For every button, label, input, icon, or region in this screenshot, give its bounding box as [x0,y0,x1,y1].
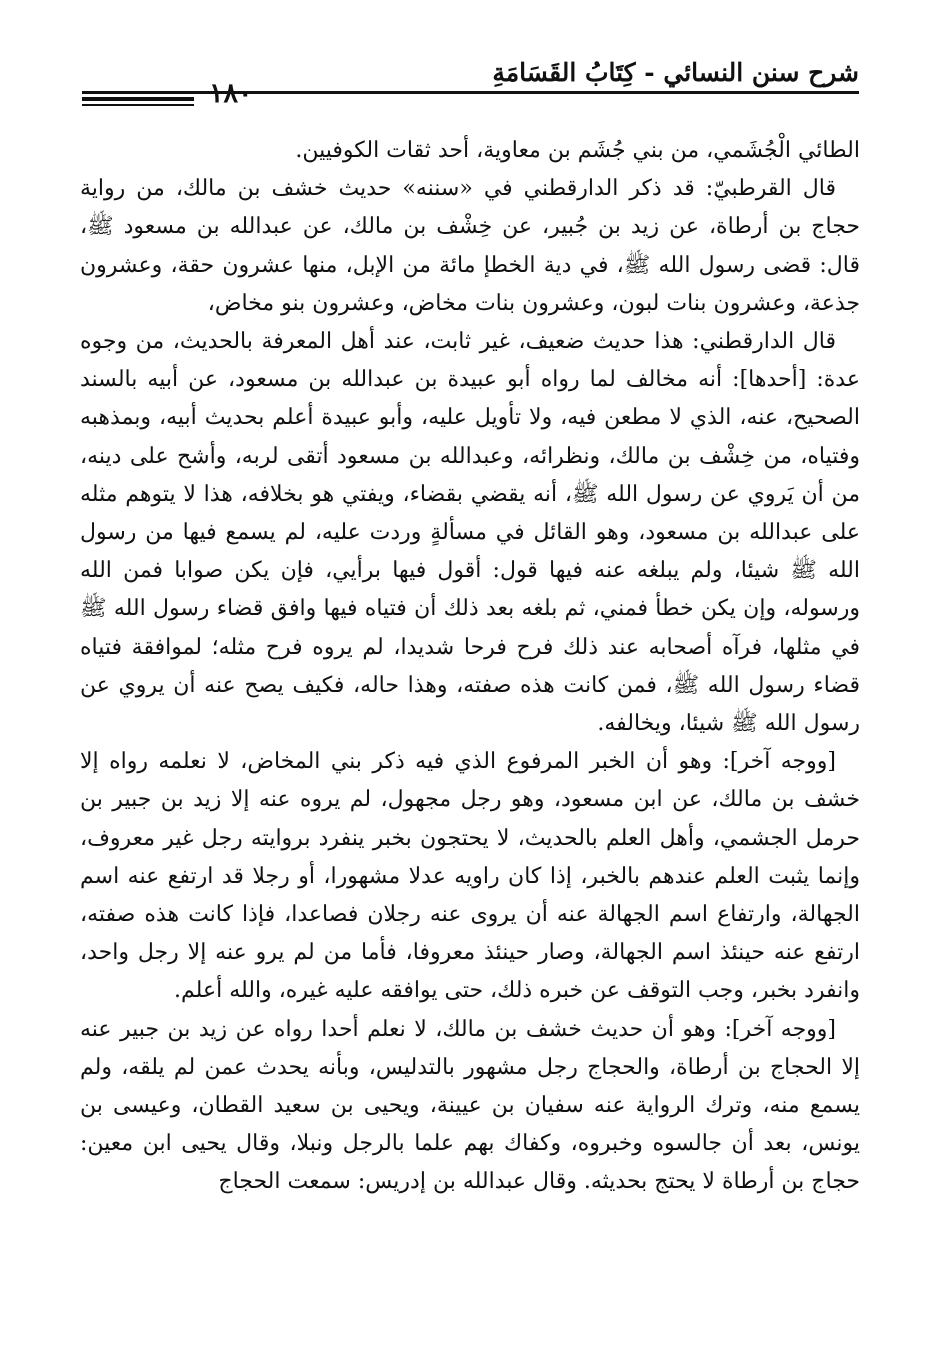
running-title: شرح سنن النسائي - كِتَابُ القَسَامَةِ [492,58,859,87]
page-number-rule-thin [82,104,194,106]
paragraph-daraqutni: قال الدارقطني: هذا حديث ضعيف، غير ثابت، عند أهل المعرفة بالحديث، من وجوه عدة: [أحدها]: أنه مخالف لما رواه أبو عبيدة بن عبدالله بن مسعود، عن أبيه بالسند الصحيح، عنه، الذي لا مطعن فيه، ولا تأويل عليه، وأبو عبيدة أعلم بحديث أبيه، وبمذهبه وفتياه، من خِشْف بن مالك، ونظرائه، وعبدالله بن مسعود أتقى لربه، وأشح على دينه، من أن يَروي عن رسول الله ﷺ، أنه يقضي بقضاء، ويفتي هو بخلافه، هذا لا يتوهم مثله على عبدالله بن مسعود، وهو القائل في مسألةٍ وردت عليه، لم يسمع فيها من رسول الله ﷺ شيئا، ولم يبلغه عنه فيها قول: أقول فيها برأيي، فإن يكن صوابا فمن الله ورسوله، وإن يكن خطأ فمني، ثم بلغه بعد ذلك أن فتياه فيها وافق قضاء رسول الله ﷺ في مثلها، فرآه أصحابه عند ذلك فرح فرحا شديدا، لم يروه فرح مثله؛ لموافقة فتياه قضاء رسول الله ﷺ، فمن كانت هذه صفته، وهذا حاله، فكيف يصح عنه أن يروي عن رسول الله ﷺ شيئا، ويخالفه. [80,329,860,737]
header-rule [82,91,859,94]
paragraph-qurtubi: قال القرطبيّ: قد ذكر الدارقطني في «سننه» حديث خشف بن مالك، من رواية حجاج بن أرطاة، عن زيد بن جُبير، عن خِشْف بن مالك، عن عبدالله بن مسعود ﷺ، قال: قضى رسول الله ﷺ، في دية الخطإ مائة من الإبل، منها عشرون حقة، وعشرون جذعة، وعشرون بنات لبون، وعشرون بنات مخاض، وعشرون بنو مخاض، [80,176,860,316]
page-number-rule-thick [82,97,194,101]
body-text [80,132,860,1202]
paragraph-third-reason: [ووجه آخر]: وهو أن حديث خشف بن مالك، لا نعلم أحدا رواه عن زيد بن جبير عنه إلا الحجاج بن أرطاة، والحجاج رجل مشهور بالتدليس، وبأنه يحدث عمن لم يلقه، ولم يسمع منه، وترك الرواية عنه سفيان بن عيينة، ويحيى بن سعيد القطان، وعيسى بن يونس، بعد أن جالسوه وخبروه، وكفاك بهم علما بالرجل ونبلا، وقال يحيى ابن معين: حجاج بن أرطاة لا يحتج بحديثه. وقال عبدالله بن إدريس: سمعت الحجاج [80,1016,860,1195]
page-header [82,58,859,120]
page-number: ١٨٠ [209,78,253,109]
paragraph-continuation: الطائي الْجُشَمي، من بني جُشَم بن معاوية، أحد ثقات الكوفيين. [295,138,860,163]
paragraph-second-reason: [ووجه آخر]: وهو أن الخبر المرفوع الذي فيه ذكر بني المخاض، لا نعلمه رواه إلا خشف بن مالك، عن ابن مسعود، وهو رجل مجهول، لم يروه عنه إلا زيد بن جبير بن حرمل الجشمي، وأهل العلم بالحديث، لا يحتجون بخبر ينفرد بروايته رجل غير معروف، وإنما يثبت العلم عندهم بالخبر، إذا كان راويه عدلا مشهورا، أو رجلا قد ارتفع عنه اسم الجهالة، وارتفاع اسم الجهالة عنه أن يروى عنه رجلان فصاعدا، فإذا كانت هذه صفته، ارتفع عنه حينئذ اسم الجهالة، وصار حينئذ معروفا، فأما من لم يرو عنه إلا رجل واحد، وانفرد بخبر، وجب التوقف عن خبره ذلك، حتى يوافقه عليه غيره، والله أعلم. [80,749,860,1004]
